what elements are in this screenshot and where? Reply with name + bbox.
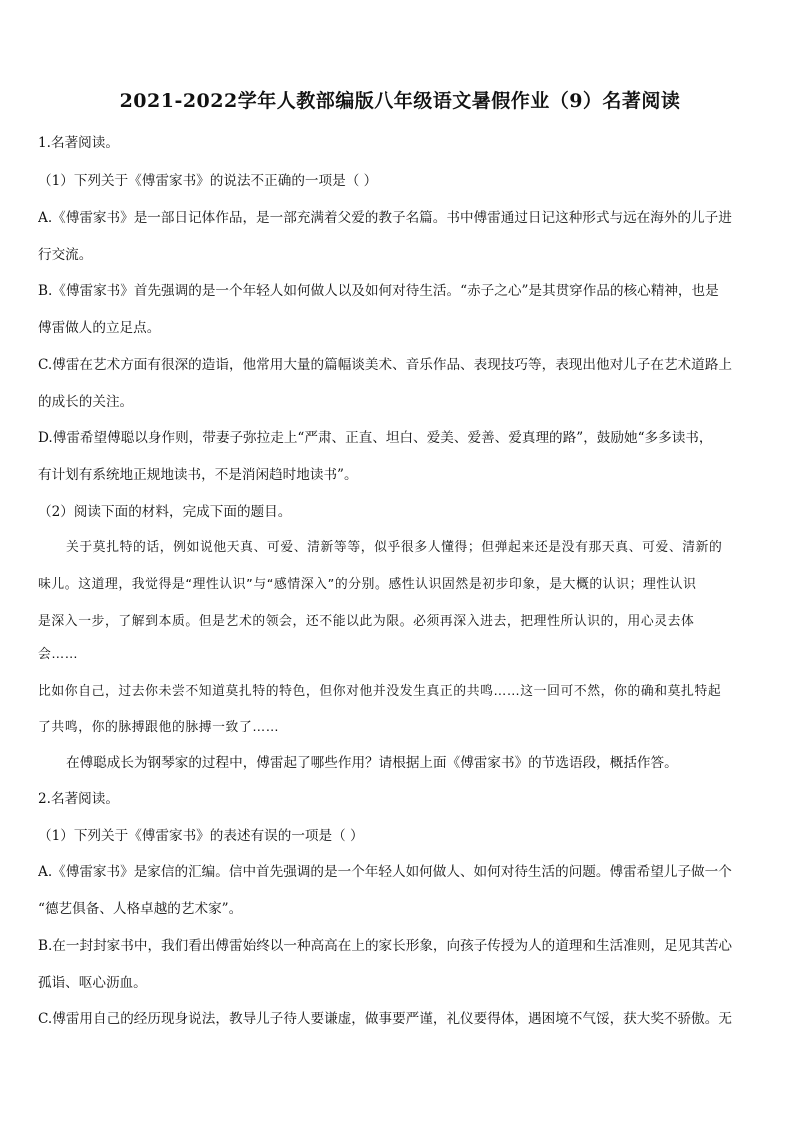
- q2-option-c-line1: C.傅雷用自己的经历现身说法，教导儿子待人要谦虚，做事要严谨，礼仪要得体，遇困境不气馁，获大奖不骄傲。无: [38, 1011, 732, 1027]
- q2-option-a-line1: A.《傅雷家书》是家信的汇编。信中首先强调的是一个年轻人如何做人、如何对待生活的问题。傅雷希望儿子做一个: [38, 864, 732, 880]
- material-line-6: 了共鸣，你的脉搏跟他的脉搏一致了……: [38, 720, 280, 735]
- q1-option-c-line2: 的成长的关注。: [38, 394, 134, 410]
- q1-option-b-line1: B.《傅雷家书》首先强调的是一个年轻人如何做人以及如何对待生活。“赤子之心”是其贯穿作品的核心精神，也是: [38, 283, 719, 299]
- q1-option-a-line2: 行交流。: [38, 247, 93, 263]
- q2-heading: 2.名著阅读。: [38, 791, 119, 807]
- q1-sub2: （2）阅读下面的材料，完成下面的题目。: [38, 504, 292, 520]
- q2-option-a-line2: “德艺俱备、人格卓越的艺术家”。: [38, 901, 243, 917]
- q1-option-d-line2: 有计划有系统地正规地读书，不是消闲趋时地读书”。: [38, 467, 358, 483]
- document-title: 2021-2022学年人教部编版八年级语文暑假作业（9）名著阅读: [119, 90, 681, 112]
- q1-option-d-line1: D.傅雷希望傅聪以身作则，带妻子弥拉走上“严肃、正直、坦白、爱美、爱善、爱真理的路”，鼓励她“多多读书，: [38, 430, 713, 446]
- q1-option-c-line1: C.傅雷在艺术方面有很深的造诣，他常用大量的篇幅谈美术、音乐作品、表现技巧等，表现出他对儿子在艺术道路上: [38, 357, 732, 373]
- material-line-3: 是深入一步，了解到本质。但是艺术的领会，还不能以此为限。必须再深入进去，把理性所认识的，用心灵去体: [38, 614, 695, 629]
- q2-sub1: （1）下列关于《傅雷家书》的表述有误的一项是（ ）: [38, 828, 364, 844]
- material-line-5: 比如你自己，过去你未尝不知道莫扎特的特色，但你对他并没发生真正的共鸣……这一回可不然，你的确和莫扎特起: [38, 684, 722, 699]
- material-line-1: 关于莫扎特的话，例如说他天真、可爱、清新等等，似乎很多人懂得；但弹起来还是没有那天真、可爱、清新的: [66, 540, 723, 555]
- q1-option-a-line1: A.《傅雷家书》是一部日记体作品，是一部充满着父爱的教子名篇。书中傅雷通过日记这种形式与远在海外的儿子进: [38, 210, 732, 226]
- q1-option-b-line2: 傅雷做人的立足点。: [38, 320, 161, 336]
- q1-heading: 1.名著阅读。: [38, 135, 119, 151]
- q1-question: 在傅聪成长为钢琴家的过程中，傅雷起了哪些作用？请根据上面《傅雷家书》的节选语段，概括作答。: [66, 755, 678, 771]
- material-line-2: 味儿。这道理，我觉得是“理性认识”与“感情深入”的分别。感性认识固然是初步印象，是大概的认识；理性认识: [38, 577, 697, 592]
- q1-sub1: （1）下列关于《傅雷家书》的说法不正确的一项是（ ）: [38, 173, 378, 189]
- q2-option-b-line2: 孤诣、呕心沥血。: [38, 975, 147, 991]
- material-line-4: 会……: [38, 647, 79, 662]
- q2-option-b-line1: B.在一封封家书中，我们看出傅雷始终以一种高高在上的家长形象，向孩子传授为人的道理和生活准则，足见其苦心: [38, 938, 732, 954]
